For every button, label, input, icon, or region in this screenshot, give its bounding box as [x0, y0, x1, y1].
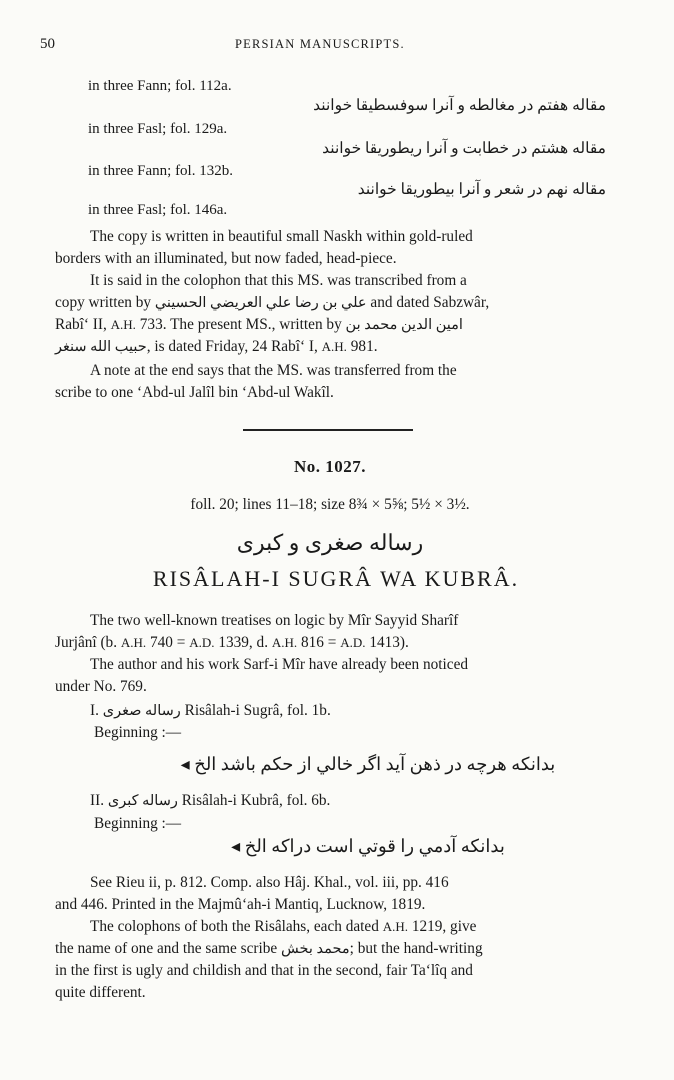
para4-text: 740 =: [149, 634, 186, 651]
part-title: Risâlah-i Kubrâ, fol. 6b.: [181, 792, 331, 809]
para7-line-2: [55, 940, 483, 958]
para2-arabic-name: علي بن رضا علي العريضي الحسيني: [154, 295, 367, 311]
para3-line-1: A note at the end says that the MS. was transferred from the: [90, 362, 457, 379]
era-abbrev: A.H.: [110, 317, 136, 332]
scribe-name-arabic: محمد بخش: [280, 941, 350, 957]
para7-text: ; but the hand-writing: [349, 940, 483, 957]
para5-line-1: The author and his work Sarf-i Mîr have already been noticed: [90, 656, 469, 673]
contents-arabic-3: مقاله نهم در شعر و آنرا بيطوريقا خوانند: [357, 181, 606, 198]
para7-line-3: in the first is ugly and childish and that in the second, fair Ta‘lîq and: [55, 962, 473, 979]
era-abbrev: A.H.: [271, 635, 298, 650]
para4-line-1: The two well-known treatises on logic by Mîr Sayyid Sharîf: [90, 612, 459, 629]
entry-title-arabic: رساله صغرى و كبرى: [236, 530, 424, 555]
era-abbrev: A.D.: [340, 635, 366, 650]
contents-line-4: in three Fasl; fol. 146a.: [88, 202, 228, 218]
page-number: 50: [40, 36, 55, 52]
para7-text: the name of one and the same scribe: [55, 940, 278, 957]
part2-heading: [90, 792, 330, 810]
para7-line-1: [90, 918, 476, 936]
para2-text: Rabî‘ II,: [55, 316, 107, 333]
para4-text: Jurjânî (b.: [55, 634, 118, 651]
para2-line-1: It is said in the colophon that this MS. was transcribed from a: [90, 272, 467, 289]
entry-number: No. 1027.: [293, 457, 367, 476]
para2-line-2: [55, 294, 489, 312]
para2-text: copy written by: [55, 294, 152, 311]
part-title-arabic: رساله كبرى: [107, 793, 178, 809]
part2-beginning-arabic: بدانكه آدمي را قوتي است دراكه الخ ◂: [231, 836, 505, 856]
part1-heading: [90, 702, 331, 720]
para7-text: The colophons of both the Risâlahs, each dated: [90, 918, 379, 935]
era-abbrev: A.H.: [321, 339, 347, 354]
contents-line-3: in three Fann; fol. 132b.: [88, 163, 233, 179]
entry-title: RISÂLAH-I SUGRÂ WA KUBRÂ.: [152, 566, 520, 591]
section-divider: [243, 429, 413, 431]
para1-line-2: borders with an illuminated, but now faded, head-piece.: [55, 250, 397, 267]
part-title: Risâlah-i Sugrâ, fol. 1b.: [184, 702, 331, 719]
para6-line-1: See Rieu ii, p. 812. Comp. also Hâj. Khal., vol. iii, pp. 416: [90, 874, 449, 891]
para4-text: 816 =: [300, 634, 337, 651]
para2-text: 733. The present MS., written by: [139, 316, 342, 333]
contents-arabic-1: مقاله هفتم در مغالطه و آنرا سوفسطيقا خوانند: [313, 97, 606, 114]
para3-line-2: scribe to one ‘Abd-ul Jalîl bin ‘Abd-ul Wakîl.: [55, 384, 334, 401]
contents-line-2: in three Fasl; fol. 129a.: [88, 121, 228, 137]
part-title-arabic: رساله صغرى: [102, 703, 181, 719]
para7-line-4: quite different.: [55, 984, 146, 1001]
part-numeral: II.: [90, 792, 105, 809]
entry-description: foll. 20; lines 11–18; size 8¾ × 5⅝; 5½ × 3½.: [190, 496, 470, 513]
para4-line-2: [55, 634, 409, 652]
contents-arabic-2: مقاله هشتم در خطابت و آنرا ريطوريقا خوانند: [322, 140, 606, 157]
para6-line-2: and 446. Printed in the Majmû‘ah-i Mantiq, Lucknow, 1819.: [55, 896, 426, 913]
para4-text: 1339, d.: [218, 634, 269, 651]
part1-beginning-label: Beginning :—: [94, 724, 182, 741]
era-abbrev: A.H.: [382, 919, 408, 934]
part2-beginning-label: Beginning :—: [94, 815, 182, 832]
contents-line-1: in three Fann; fol. 112a.: [88, 78, 232, 94]
running-head: PERSIAN MANUSCRIPTS.: [235, 37, 405, 51]
era-abbrev: A.D.: [189, 635, 215, 650]
para2-arabic-name: امين الدين محمد بن: [345, 317, 463, 333]
part1-beginning-arabic: بدانكه هرچه در ذهن آيد اگر خالي از حكم باشد الخ ◂: [180, 754, 556, 774]
page-header: [0, 36, 674, 58]
para4-text: 1413).: [369, 634, 409, 651]
para2-arabic-name: حبيب الله سنغر: [55, 339, 147, 355]
para5-line-2: under No. 769.: [55, 678, 147, 695]
para2-line-3: [55, 316, 463, 334]
para1-line-1: The copy is written in beautiful small Naskh within gold-ruled: [90, 228, 473, 245]
para2-text: 981.: [350, 338, 378, 355]
para7-text: 1219, give: [411, 918, 477, 935]
part-numeral: I.: [90, 702, 99, 719]
para2-text: and dated Sabzwâr,: [370, 294, 490, 311]
para2-text: , is dated Friday, 24 Rabî‘ I,: [146, 338, 318, 355]
para2-line-4: [55, 338, 378, 356]
era-abbrev: A.H.: [120, 635, 147, 650]
